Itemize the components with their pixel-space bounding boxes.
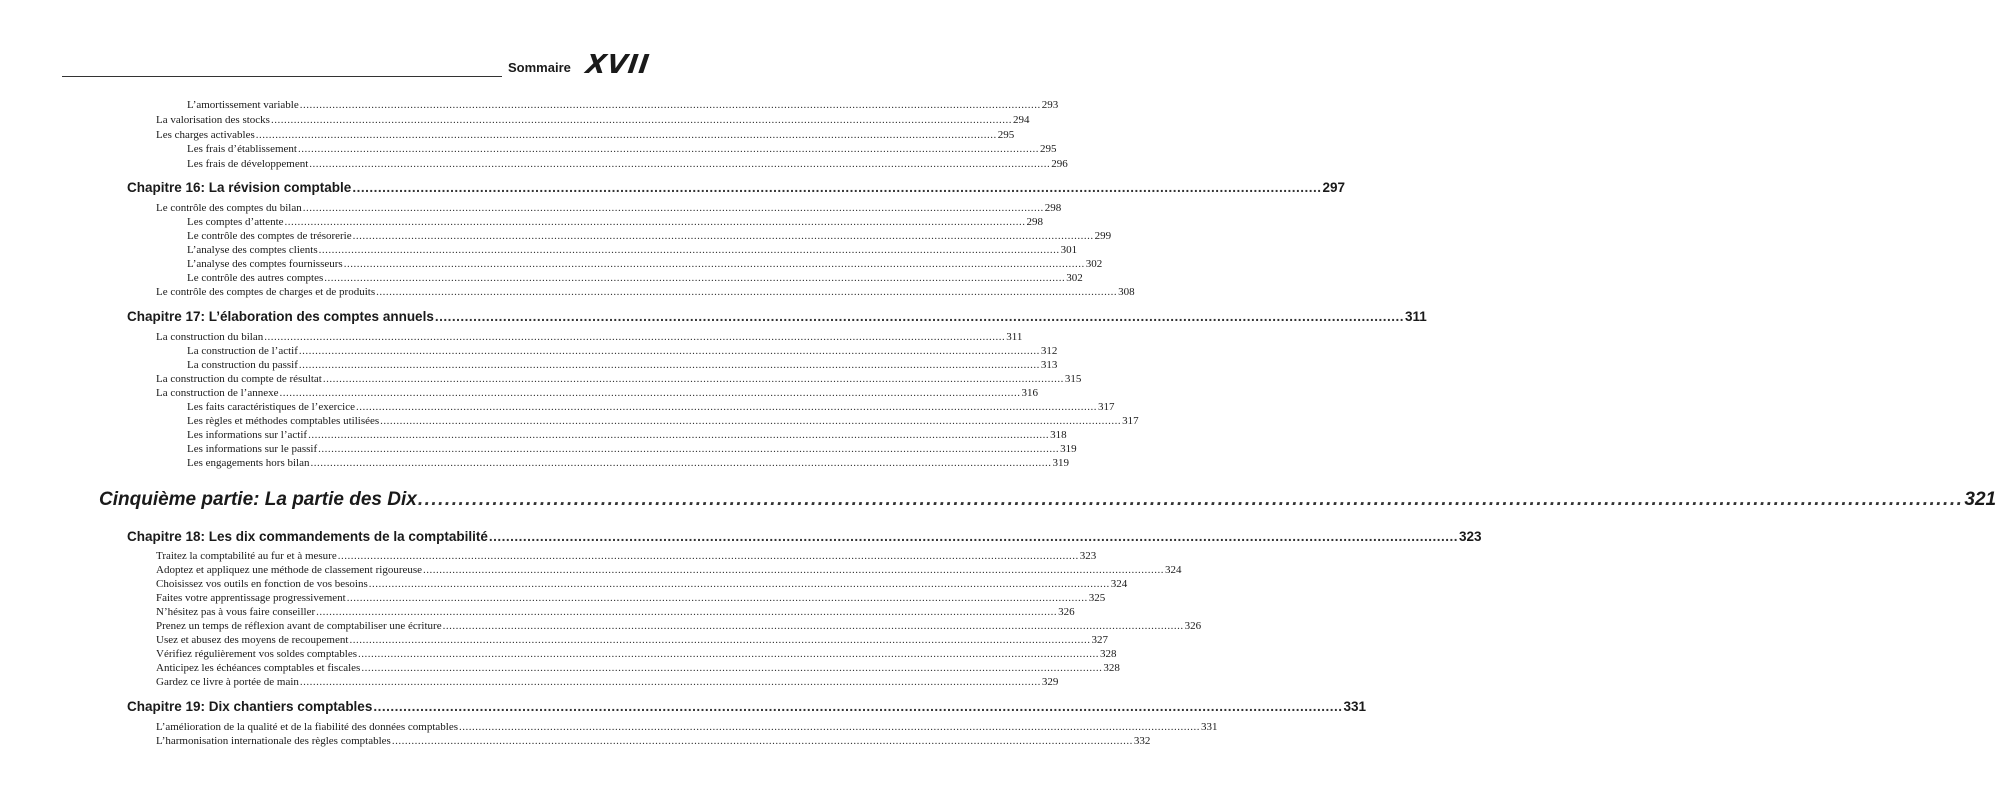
running-header (62, 50, 652, 84)
toc-entry: Choisissez vos outils en fonction de vos besoins ..... 324 (156, 578, 540, 590)
toc-entry: La construction du bilan ..... 311 (156, 331, 540, 343)
toc-entry: Usez et abusez des moyens de recoupement ..... 327 (156, 634, 540, 646)
toc-entry: La construction du compte de résultat ..... 315 (156, 373, 540, 385)
toc-entry: Les informations sur le passif ..... 319 (187, 443, 540, 455)
toc-entry: Les règles et méthodes comptables utilisées ..... 317 (187, 415, 540, 427)
toc-entry: L’analyse des comptes fournisseurs ..... 302 (187, 258, 540, 270)
toc-entry: La construction du passif ..... 313 (187, 359, 540, 371)
toc-entry: La valorisation des stocks ..... 294 (156, 114, 540, 126)
toc-entry: Les comptes d’attente ..... 298 (187, 216, 540, 228)
toc-entry: La construction de l’annexe ..... 316 (156, 387, 540, 399)
toc-entry: Les informations sur l’actif ..... 318 (187, 429, 540, 441)
toc-entry: Adoptez et appliquez une méthode de classement rigoureuse ..... 324 (156, 564, 540, 576)
toc-entry: Faites votre apprentissage progressivement ..... 325 (156, 592, 540, 604)
toc-entry: Traitez la comptabilité au fur et à mesure ..... 323 (156, 550, 540, 562)
toc-entry: L’amortissement variable ..... 293 (187, 99, 540, 111)
toc-entry: Les faits caractéristiques de l’exercice ..... 317 (187, 401, 540, 413)
toc-part: Cinquième partie: La partie des Dix ..... 321 (99, 489, 542, 511)
toc-entry: L’amélioration de la qualité et de la fiabilité des données comptables ..... 331 (156, 721, 540, 733)
toc-entry: L’analyse des comptes clients ..... 301 (187, 244, 540, 256)
header-rule (62, 76, 502, 77)
toc-entry: Les charges activables ..... 295 (156, 129, 540, 141)
toc-entry: Le contrôle des comptes du bilan ..... 298 (156, 202, 540, 214)
toc-entry: La construction de l’actif ..... 312 (187, 345, 540, 357)
toc-chapter: Chapitre 17: L’élaboration des comptes annuels ..... 311 (127, 309, 541, 324)
toc-entry: Gardez ce livre à portée de main ..... 329 (156, 676, 540, 688)
toc-entry: Les frais de développement ..... 296 (187, 158, 540, 170)
toc-chapter: Chapitre 18: Les dix commandements de la comptabilité ..... 323 (127, 529, 541, 544)
header-section-title: Sommaire (508, 60, 571, 75)
toc-entry: Vérifiez régulièrement vos soldes comptables ..... 328 (156, 648, 540, 660)
toc-entry: L’harmonisation internationale des règles comptables ..... 332 (156, 735, 540, 747)
toc-entry: N’hésitez pas à vous faire conseiller ..... 326 (156, 606, 540, 618)
toc-entry: Prenez un temps de réflexion avant de comptabiliser une écriture ..... 326 (156, 620, 540, 632)
toc-chapter: Chapitre 16: La révision comptable ..... 297 (127, 180, 541, 195)
header-page-number: XVII (583, 50, 652, 80)
toc-entry: Le contrôle des comptes de charges et de produits ..... 308 (156, 286, 540, 298)
toc-entry: Anticipez les échéances comptables et fiscales ..... 328 (156, 662, 540, 674)
toc-entry: Les engagements hors bilan ..... 319 (187, 457, 540, 469)
toc-chapter: Chapitre 19: Dix chantiers comptables ..... 331 (127, 699, 541, 714)
toc-entry: Le contrôle des comptes de trésorerie ..... 299 (187, 230, 540, 242)
toc-entry: Les frais d’établissement ..... 295 (187, 143, 540, 155)
toc-entry: Le contrôle des autres comptes ..... 302 (187, 272, 540, 284)
